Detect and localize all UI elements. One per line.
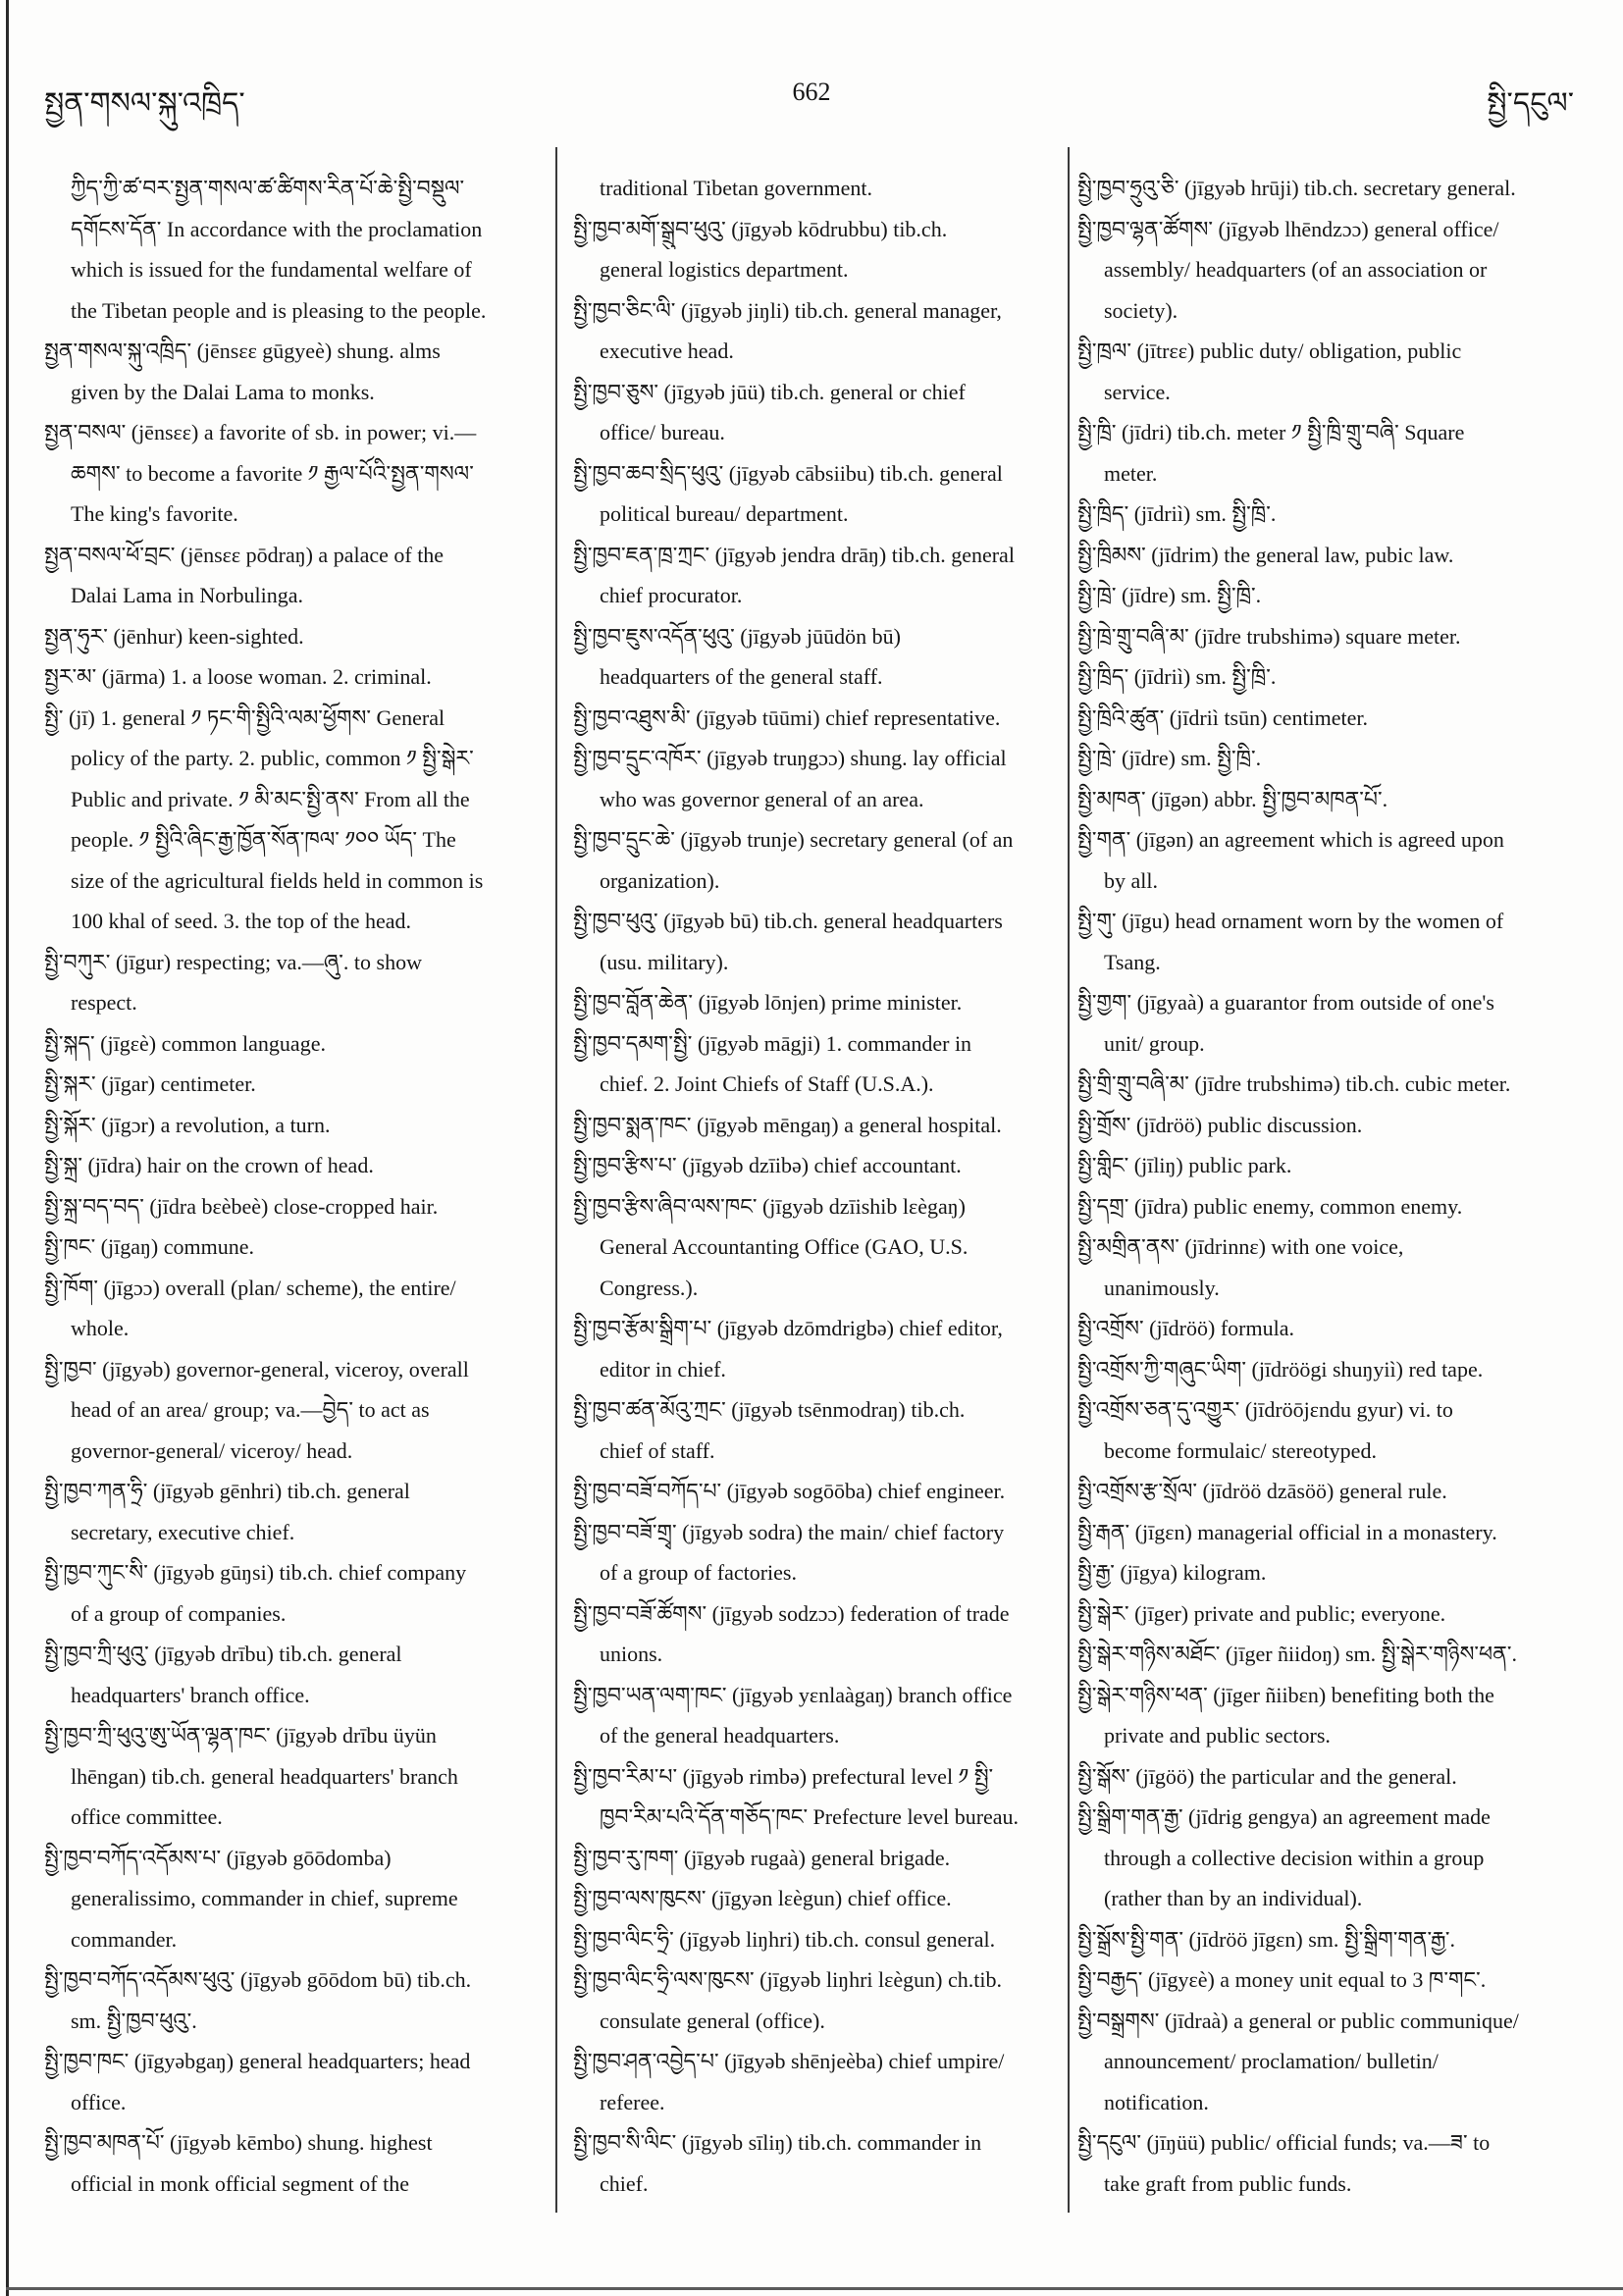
entry-definition-line: policy of the party. 2. public, common ༡ སྤྱི་སྒེར་: [71, 746, 474, 770]
dictionary-entry: [44, 656, 547, 698]
entry-headword-line: སྤྱི་ཁྱབ་མགོ་སྒྲུབ་ཕུའུ་ (jīgyəb kōdrubbu) tib.ch.: [573, 216, 948, 241]
dictionary-entry: [1077, 1349, 1597, 1390]
dictionary-entry: [573, 819, 1062, 901]
entry-headword-line: སྤྱི་ཁྱབ་ཇན་ཁྲ་ཀྲང་ (jīgyəb jendra drāŋ) tib.ch. general: [573, 542, 1015, 567]
entry-definition-line: (usu. military).: [600, 949, 729, 974]
entry-definition-line: secretary, executive chief.: [71, 1519, 295, 1544]
entry-headword-line: སྤྱི་སྒེར་གཉིས་མཐོང་ (jīger ñiidoŋ) sm. སྤྱི་སྒེར་གཉིས་ཕན་.: [1077, 1642, 1517, 1666]
entry-definition-line: (rather than by an individual).: [1104, 1886, 1363, 1910]
running-head-left: སྤྱན་གསལ་སྐུ་འཁྲིད་: [44, 87, 245, 120]
dictionary-entry: [573, 1919, 1062, 1960]
entry-headword-line: སྤྱི་དགྲ་ (jīdra) public enemy, common enemy.: [1077, 1193, 1463, 1219]
dictionary-entry: [1077, 168, 1597, 209]
dictionary-entry: [1077, 982, 1597, 1064]
entry-headword-line: སྤྱི་ཁྲེ་གྲུ་བཞི་མ་ (jīdre trubshimə) square meter.: [1077, 623, 1461, 649]
entry-headword-line: སྤྱི་ཁྱབ་ཇུས་འདོན་ཕུའུ་ (jīgyəb jūūdön bū): [573, 623, 901, 649]
dictionary-entry: [573, 1105, 1062, 1146]
dictionary-entry: [1077, 1919, 1597, 1960]
entry-definition-line: chief. 2. Joint Chiefs of Staff (U.S.A.).: [600, 1071, 934, 1096]
entry-definition-line: by all.: [1104, 867, 1158, 893]
entry-definition-line: chief.: [600, 2170, 649, 2196]
entry-definition-line: assembly/ headquarters (of an association or: [1104, 257, 1488, 282]
dictionary-entry: [1077, 1308, 1597, 1349]
entry-headword-line: སྤྱི་ཁྱབ་བཟོ་བཀོད་པ་ (jīgyəb sogōōba) chief engineer.: [573, 1479, 1006, 1503]
continued-line: the Tibetan people and is pleasing to the people.: [71, 297, 487, 323]
dictionary-entry: [1077, 494, 1597, 535]
entry-headword-line: སྤྱི་ཁྱབ་ལིང་ཧྲི་ལས་ཁུངས་ (jīgyəb liŋhri lεègun) ch.tib.: [573, 1967, 1002, 1992]
continued-line: ཀྱིད་ཀྱི་ཚ་བར་སྤྱན་གསལ་ཚ་ཚིགས་རིན་པོ་ཆེ་སྤྱི་བསྡུལ་: [71, 176, 465, 200]
entry-headword-line: སྤྱི་དངུལ་ (jīŋüü) public/ official funds; va.—ཟ་ to: [1077, 2130, 1491, 2155]
dictionary-entry: [44, 1145, 547, 1186]
entry-definition-line: governor-general/ viceroy/ head.: [71, 1437, 353, 1463]
entry-headword-line: སྤྱི་ཁྱབ་ཡན་ལག་ཁང་ (jīgyəb yεnlaàgaŋ) branch office: [573, 1682, 1013, 1707]
entry-definition-line: through a collective decision within a group: [1104, 1845, 1485, 1870]
dictionary-entry: [44, 1226, 547, 1268]
dictionary-entry: [1077, 1186, 1597, 1227]
dictionary-entry: [1077, 1105, 1597, 1146]
entry-headword-line: སྤྱི་གུ་ (jīgu) head ornament worn by the women of: [1077, 909, 1504, 933]
entry-headword-line: སྤྱན་ཧུར་ (jēnhur) keen-sighted.: [44, 623, 304, 649]
entry-headword-line: སྤྱི་ཁྲིད་ (jīdriì) sm. སྤྱི་ཁྲི་.: [1077, 501, 1277, 526]
dictionary-entry: [1077, 1389, 1597, 1471]
dictionary-entry: [44, 1064, 547, 1105]
entry-headword-line: སྤྱི་ཁྱབ་ཆབ་སྲིད་ཕུའུ་ (jīgyəb cābsiibu) tib.ch. general: [573, 460, 1003, 486]
entry-headword-line: སྤྱི་ཁྱབ་བཟོ་གྲྭ་ (jīgyəb sodra) the main/ chief factory: [573, 1519, 1005, 1544]
dictionary-entry: [44, 1471, 547, 1552]
entry-headword-line: སྤྱི་ཁྱབ་ཕུའུ་ (jīgyəb bū) tib.ch. general headquarters: [573, 909, 1003, 933]
dictionary-entry: [573, 1959, 1062, 2041]
entry-headword-line: སྤྱི་བཀུར་ (jīgur) respecting; va.—ཞུ་. to show: [44, 949, 422, 974]
scan-edge-bottom: [6, 2287, 1623, 2290]
dictionary-entry: [1077, 779, 1597, 820]
continued-line: which is issued for the fundamental welfare of: [71, 257, 472, 282]
entry-definition-line: ཆགས་ to become a favorite ༡ རྒྱལ་པོའི་སྤྱན་གསལ་: [71, 460, 474, 486]
entry-definition-line: ཁྱབ་རིམ་པའི་དོན་གཅོད་ཁང་ Prefecture level bureau.: [600, 1804, 1020, 1829]
entry-headword-line: སྤྱི་ཁྱབ་རིམ་པ་ (jīgyəb rimbə) prefectural level ༡ སྤྱི་: [573, 1763, 994, 1789]
entry-definition-line: headquarters' branch office.: [71, 1682, 310, 1707]
entry-headword-line: སྤྱི་ཁྱབ་ཀྲི་ཕུའུ་ (jīgyəb drību) tib.ch. general: [44, 1642, 402, 1666]
dictionary-entry: [1077, 1634, 1597, 1675]
dictionary-entry: [1077, 1675, 1597, 1756]
dictionary-entry: [1077, 575, 1597, 616]
dictionary-entry: [1077, 535, 1597, 576]
entry-headword-line: སྤྱི་ཁྱབ་བཟོ་ཚོགས་ (jīgyəb sodzɔɔ) federation of trade: [573, 1600, 1010, 1626]
dictionary-entry: [44, 1186, 547, 1227]
dictionary-entry: [573, 2122, 1062, 2204]
entry-headword-line: སྤྱི་འགྲོས་ཅན་དུ་འགྱུར་ (jīdröōjεndu gyur) vi. to: [1077, 1397, 1453, 1422]
entry-definition-line: size of the agricultural fields held in common is: [71, 867, 484, 893]
entry-headword-line: སྤྱི་ཁྱབ་ཀན་ཧྲི་ (jīgyəb gēnhri) tib.ch. general: [44, 1479, 410, 1503]
entry-headword-line: སྤྱི་གན་ (jīgən) an agreement which is agreed upon: [1077, 827, 1504, 852]
dictionary-entry: [1077, 1064, 1597, 1105]
dictionary-entry: [44, 412, 547, 535]
entry-headword-line: སྤྱི་ཁྱབ་ལྷན་ཚོགས་ (jīgyəb lhēndzɔɔ) general office/: [1077, 216, 1499, 241]
entry-definition-line: Dalai Lama in Norbulinga.: [71, 583, 304, 607]
entry-definition-line: sm. སྤྱི་ཁྱབ་ཕུའུ་.: [71, 2008, 197, 2033]
entry-definition-line: executive head.: [600, 339, 734, 363]
entry-headword-line: སྤྱི་ཁྱབ་བཀོད་འདོམས་ཕུའུ་ (jīgyəb gōōdom bū) tib.ch.: [44, 1967, 472, 1992]
dictionary-entry: [1077, 1226, 1597, 1308]
entry-headword-line: སྤྱན་བསལ་ (jēnsεε) a favorite of sb. in power; vi.—: [44, 420, 477, 444]
entry-definition-line: political bureau/ department.: [600, 501, 849, 526]
continued-line: traditional Tibetan government.: [600, 176, 873, 200]
column-divider: [1068, 147, 1070, 2213]
entry-headword-line: སྤྱི་ཁྱབ་ལིང་ཧྲི་ (jīgyəb liŋhri) tib.ch. consul general.: [573, 1926, 996, 1952]
dictionary-entry: [573, 1675, 1062, 1756]
dictionary-entry: [573, 698, 1062, 739]
entry-definition-line: private and public sectors.: [1104, 1723, 1331, 1748]
entry-definition-line: unanimously.: [1104, 1275, 1220, 1300]
dictionary-entry: [1077, 2001, 1597, 2123]
entry-headword-line: སྤྱི་སྒེར་གཉིས་ཕན་ (jīger ñiibεn) benefiting both the: [1077, 1682, 1494, 1707]
dictionary-entry: [573, 616, 1062, 698]
dictionary-entry: [1077, 2122, 1597, 2204]
dictionary-entry: [1077, 331, 1597, 412]
column-2: [573, 168, 1062, 2204]
entry-headword-line: སྤྱི་སྐྲ་བད་བད་ (jīdra bεèbeè) close-cropped hair.: [44, 1193, 439, 1219]
entry-headword-line: སྤྱི་ཁྱབ་ཤན་འབྱེད་པ་ (jīgyəb shēnjeèba) chief umpire/: [573, 2049, 1005, 2073]
dictionary-entry: [44, 2122, 547, 2204]
entry-definition-line: referee.: [600, 2089, 665, 2114]
entry-headword-line: སྤྱི་ཁྱབ་ཅུས་ (jīgyəb jūü) tib.ch. general or chief: [573, 379, 966, 404]
dictionary-entry: [1077, 1471, 1597, 1512]
entry-definition-line: people. ༡ སྤྱིའི་ཞིང་རྒྱ་ཁྱོན་སོན་ཁལ་ ༡༠༠ ཡོད་ The: [71, 827, 456, 852]
entry-definition-line: of the general headquarters.: [600, 1723, 840, 1748]
dictionary-entry: [573, 453, 1062, 535]
column-1: [44, 168, 547, 2204]
dictionary-entry: [1077, 1959, 1597, 2001]
entry-headword-line: སྤྱི་ཁྲི་ (jīdri) tib.ch. meter ༡ སྤྱི་ཁྲི་གྲུ་བཞི་ Square: [1077, 420, 1465, 444]
dictionary-entry: [573, 901, 1062, 982]
dictionary-entry: [573, 1145, 1062, 1186]
dictionary-entry: [573, 738, 1062, 819]
dictionary-entry: [573, 1838, 1062, 1879]
entry-headword-line: སྤྱི་ཁྱབ་འཐུས་མི་ (jīgyəb tūūmi) chief representative.: [573, 704, 1001, 730]
entry-definition-line: organization).: [600, 867, 720, 893]
entry-headword-line: སྤྱི་ཁྲེ་ (jīdre) sm. སྤྱི་ཁྲི་.: [1077, 583, 1262, 607]
continued-line: དགོངས་དོན་ In accordance with the proclamation: [71, 216, 483, 241]
dictionary-entry: [44, 616, 547, 657]
entry-headword-line: སྤྱི་སྐད་ (jīgεè) common language.: [44, 1030, 326, 1056]
column-divider: [555, 147, 557, 2213]
entry-definition-line: unit/ group.: [1104, 1030, 1205, 1056]
entry-headword-line: སྤྱི་འགྲོས་ཀྱི་གཞུང་ཡིག་ (jīdröögi shuŋyiì) red tape.: [1077, 1356, 1484, 1382]
dictionary-entry: [573, 1756, 1062, 1838]
dictionary-entry: [44, 1634, 547, 1715]
entry-headword-line: སྤྱི་ཁྲིམས་ (jīdrim) the general law, pubic law.: [1077, 542, 1454, 567]
entry-definition-line: of a group of factories.: [600, 1560, 797, 1585]
dictionary-entry: [44, 2041, 547, 2122]
entry-headword-line: སྤྱི་ཁྲིད་ (jīdriì) sm. སྤྱི་ཁྲི་.: [1077, 664, 1277, 689]
dictionary-entry: [44, 1023, 547, 1065]
dictionary-entry: [573, 1023, 1062, 1105]
dictionary-entry: [1077, 1512, 1597, 1553]
dictionary-entry: [44, 1838, 547, 1960]
entry-headword-line: སྤྱི་སྒྲོས་སྤྱི་གན་ (jīdröö jīgεn) sm. སྤྱི་སྒྲིག་གན་རྒྱ་.: [1077, 1926, 1455, 1952]
entry-definition-line: Congress.).: [600, 1275, 699, 1300]
entry-definition-line: The king's favorite.: [71, 501, 238, 526]
entry-definition-line: take graft from public funds.: [1104, 2170, 1352, 2196]
entry-definition-line: who was governor general of an area.: [600, 786, 924, 811]
entry-headword-line: སྤྱི་ཁྱབ་བློན་ཆེན་ (jīgyəb lōnjen) prime minister.: [573, 990, 963, 1015]
entry-definition-line: chief of staff.: [600, 1437, 715, 1463]
entry-headword-line: སྤྱི་བསྒྲགས་ (jīdraà) a general or public communique/: [1077, 2008, 1519, 2033]
entry-headword-line: སྤྱི་ཁང་ (jīgaŋ) commune.: [44, 1234, 254, 1259]
dictionary-entry: [44, 1105, 547, 1146]
dictionary-entry: [573, 2041, 1062, 2122]
entry-definition-line: head of an area/ group; va.—བྱེད་ to act as: [71, 1397, 430, 1422]
entry-definition-line: notification.: [1104, 2089, 1209, 2114]
entry-headword-line: སྤྱི་བརྒྱད་ (jīgyεè) a money unit equal to 3 ཁ་གང་.: [1077, 1967, 1487, 1992]
entry-headword-line: སྤྱི་སྒོས་ (jīgöö) the particular and the general.: [1077, 1763, 1457, 1789]
entry-headword-line: སྤྱི་ཁྱབ་སི་ལིང་ (jīgyəb sīliŋ) tib.ch. commander in: [573, 2130, 982, 2155]
entry-definition-line: Public and private. ༡ མི་མང་སྤྱི་ནས་ From all the: [71, 786, 470, 811]
entry-definition-line: unions.: [600, 1642, 663, 1666]
entry-headword-line: སྤྱི་ཁྱབ་རྩིས་པ་ (jīgyəb dzīibə) chief accountant.: [573, 1153, 962, 1177]
entry-definition-line: become formulaic/ stereotyped.: [1104, 1437, 1377, 1463]
entry-headword-line: སྤྱི་གྲི་གྲུ་བཞི་མ་ (jīdre trubshimə) tib.ch. cubic meter.: [1077, 1071, 1511, 1096]
entry-headword-line: སྤྱི་ཁྲེ་ (jīdre) sm. སྤྱི་ཁྲི་.: [1077, 746, 1262, 770]
dictionary-entry: [44, 535, 547, 616]
dictionary-entry: [1077, 1552, 1597, 1593]
dictionary-entry: [1077, 1797, 1597, 1919]
entry-definition-line: 100 khal of seed. 3. the top of the head.: [71, 909, 412, 933]
entry-headword-line: སྤྱི་ཁྱབ་དྲུང་འཁོར་ (jīgyəb truŋgɔɔ) shung. lay official: [573, 746, 1007, 770]
dictionary-entry: [44, 1552, 547, 1634]
dictionary-entry: [573, 290, 1062, 372]
dictionary-entry: [1077, 616, 1597, 657]
entry-definition-line: editor in chief.: [600, 1356, 726, 1382]
entry-headword-line: སྤྱི་ཁྱབ་རྩིས་ཞིབ་ལས་ཁང་ (jīgyəb dzīishib lεègaŋ): [573, 1193, 967, 1219]
entry-headword-line: སྤྱི་རྒྱ་ (jīgya) kilogram.: [1077, 1560, 1267, 1585]
entry-headword-line: སྤྱི་ཁྱབ་ (jīgyəb) governor-general, viceroy, overall: [44, 1356, 469, 1382]
page-number: 662: [792, 78, 831, 106]
entry-headword-line: སྤྱི་ཁྱབ་རུ་ཁག་ (jīgyəb rugaà) general brigade.: [573, 1845, 951, 1870]
entry-headword-line: སྤྱི་གྲོས་ (jīdröö) public discussion.: [1077, 1112, 1363, 1137]
entry-headword-line: སྤྱི་མགྲིན་ནས་ (jīdrinnε) with one voice,: [1077, 1234, 1404, 1259]
entry-headword-line: སྤྱི་ཁྱབ་ཚན་མོའུ་ཀྲང་ (jīgyəb tsēnmodraŋ) tib.ch.: [573, 1397, 966, 1422]
entry-headword-line: སྤྱི་ཁྱབ་ཀུང་སི་ (jīgyəb gūŋsi) tib.ch. chief company: [44, 1560, 467, 1585]
entry-definition-line: society).: [1104, 297, 1178, 323]
entry-headword-line: སྤྱི་ཁྱབ་དྲུང་ཆེ་ (jīgyəb trunje) secretary general (of an: [573, 827, 1014, 852]
dictionary-entry: [573, 1308, 1062, 1389]
dictionary-entry: [1077, 819, 1597, 901]
entry-definition-line: consulate general (office).: [600, 2008, 825, 2033]
entry-headword-line: སྤྱི་ཁྱབ་མཁན་པོ་ (jīgyəb kēmbo) shung. highest: [44, 2130, 433, 2155]
entry-definition-line: chief procurator.: [600, 583, 743, 607]
dictionary-entry: [1077, 412, 1597, 494]
entry-definition-line: given by the Dalai Lama to monks.: [71, 379, 375, 404]
dictionary-entry: [44, 1349, 547, 1472]
entry-definition-line: lhēngan) tib.ch. general headquarters' branch: [71, 1763, 458, 1789]
entry-definition-line: of a group of companies.: [71, 1600, 287, 1626]
dictionary-entry: [44, 331, 547, 412]
entry-headword-line: སྤྱི་ཁྱབ་ལས་ཁུངས་ (jīgyən lεègun) chief office.: [573, 1886, 952, 1910]
entry-headword-line: སྤྱི་ཁྲལ་ (jītrεε) public duty/ obligation, public: [1077, 339, 1462, 363]
entry-definition-line: service.: [1104, 379, 1171, 404]
entry-headword-line: སྤྱི་སྒྲིག་གན་རྒྱ་ (jīdrig gengya) an agreement made: [1077, 1804, 1491, 1829]
dictionary-entry: [1077, 901, 1597, 982]
entry-headword-line: སྤྱི་ཁོག་ (jīgɔɔ) overall (plan/ scheme), the entire/: [44, 1275, 456, 1300]
dictionary-entry: [573, 1878, 1062, 1919]
entry-definition-line: official in monk official segment of the: [71, 2170, 409, 2196]
entry-headword-line: སྤྱི་ཁྲིའི་ཚུན་ (jīdriì tsūn) centimeter.: [1077, 704, 1369, 730]
entry-headword-line: སྤྱར་མ་ (jārma) 1. a loose woman. 2. criminal.: [44, 664, 432, 689]
dictionary-entry: [1077, 1756, 1597, 1798]
dictionary-entry: [1077, 738, 1597, 779]
dictionary-entry: [1077, 209, 1597, 332]
dictionary-entry: [573, 982, 1062, 1023]
dictionary-entry: [573, 1471, 1062, 1512]
entry-headword-line: སྤྱི་ཁྱབ་དམག་སྤྱི་ (jīgyəb māgji) 1. commander in: [573, 1030, 972, 1056]
entry-headword-line: སྤྱི་ཁྱབ་ཁང་ (jīgyəbgaŋ) general headquarters; head: [44, 2049, 471, 2073]
dictionary-entry: [1077, 1145, 1597, 1186]
entry-definition-line: respect.: [71, 990, 137, 1015]
entry-headword-line: སྤྱི་འགྲོས་ (jīdröö) formula.: [1077, 1316, 1294, 1340]
entry-headword-line: སྤྱི་གྱག་ (jīgyaà) a guarantor from outside of one's: [1077, 990, 1494, 1015]
dictionary-entry: [573, 535, 1062, 616]
entry-definition-line: office committee.: [71, 1804, 223, 1829]
scan-edge-left: [6, 0, 9, 2296]
entry-definition-line: office/ bureau.: [600, 420, 725, 444]
entry-headword-line: སྤྱི་ཁྱབ་ཅིང་ལི་ (jīgyəb jiŋli) tib.ch. general manager,: [573, 297, 1002, 323]
entry-definition-line: meter.: [1104, 460, 1158, 486]
dictionary-entry: [573, 1389, 1062, 1471]
dictionary-entry: [573, 1593, 1062, 1675]
entry-definition-line: office.: [71, 2089, 127, 2114]
entry-headword-line: སྤྱི་སྒེར་ (jīger) private and public; everyone.: [1077, 1600, 1446, 1626]
entry-headword-line: སྤྱི་ཁྱབ་ཀྲི་ཕུའུ་ཨུ་ཡོན་ལྷན་ཁང་ (jīgyəb drību üyün: [44, 1723, 437, 1748]
entry-headword-line: སྤྱི་སྐར་ (jīgar) centimeter.: [44, 1071, 256, 1096]
entry-headword-line: སྤྱི་མཁན་ (jīgən) abbr. སྤྱི་ཁྱབ་མཁན་པོ་.: [1077, 786, 1388, 811]
dictionary-entry: [573, 209, 1062, 290]
dictionary-entry: [44, 942, 547, 1023]
entry-headword-line: སྤྱན་བསལ་ཕོ་བྲང་ (jēnsεε pōdraŋ) a palace of the: [44, 542, 445, 567]
entry-definition-line: General Accountanting Office (GAO, U.S.: [600, 1234, 969, 1259]
entry-headword-line: སྤྱི་གླིང་ (jīliŋ) public park.: [1077, 1153, 1292, 1177]
dictionary-entry: [44, 698, 547, 942]
dictionary-entry: [1077, 698, 1597, 739]
entry-definition-line: whole.: [71, 1316, 130, 1340]
entry-definition-line: commander.: [71, 1926, 178, 1952]
entry-headword-line: སྤྱི་ཁྱབ་བཀོད་འདོམས་པ་ (jīgyəb gōōdomba): [44, 1845, 392, 1870]
dictionary-entry: [1077, 1593, 1597, 1635]
dictionary-entry: [44, 1715, 547, 1838]
dictionary-entry: [573, 1512, 1062, 1593]
entry-headword-line: སྤྱི་རྒན་ (jīgεn) managerial official in a monastery.: [1077, 1519, 1497, 1544]
dictionary-entry: [573, 372, 1062, 453]
entry-headword-line: སྤྱི་སྐྲ་ (jīdra) hair on the crown of head.: [44, 1153, 374, 1177]
entry-headword-line: སྤྱི་ཁྱབ་རྩོམ་སྒྲིག་པ་ (jīgyəb dzōmdrigbə) chief editor,: [573, 1316, 1003, 1340]
entry-definition-line: headquarters of the general staff.: [600, 664, 883, 689]
entry-headword-line: སྤྱི་སྐོར་ (jīgɔr) a revolution, a turn.: [44, 1112, 331, 1137]
entry-definition-line: Tsang.: [1104, 949, 1161, 974]
entry-definition-line: generalissimo, commander in chief, supreme: [71, 1886, 458, 1910]
entry-definition-line: announcement/ proclamation/ bulletin/: [1104, 2049, 1439, 2073]
entry-definition-line: general logistics department.: [600, 257, 849, 282]
entry-headword-line: སྤྱི་ཁྱབ་ཧྲུའུ་ཅི་ (jīgyəb hrūji) tib.ch. secretary general.: [1077, 176, 1516, 200]
column-3: [1077, 168, 1597, 2204]
entry-headword-line: སྤྱན་གསལ་སྐུ་འཁྲིད་ (jēnsεε gūgyeè) shung. alms: [44, 339, 441, 363]
entry-headword-line: སྤྱི་འགྲོས་རྩ་སྲོལ་ (jīdröö dzāsöö) general rule.: [1077, 1479, 1447, 1503]
dictionary-entry: [1077, 656, 1597, 698]
dictionary-entry: [44, 1268, 547, 1349]
dictionary-entry: [573, 1186, 1062, 1309]
running-head-right: སྤྱི་དངུལ་: [1487, 87, 1574, 120]
entry-headword-line: སྤྱི་ (jī) 1. general ༡ ཏང་གི་སྤྱིའི་ལམ་ཕྱོགས་ General: [44, 704, 445, 730]
dictionary-entry: [44, 1959, 547, 2041]
entry-headword-line: སྤྱི་ཁྱབ་སྨན་ཁང་ (jīgyəb mēngaŋ) a general hospital.: [573, 1112, 1002, 1137]
